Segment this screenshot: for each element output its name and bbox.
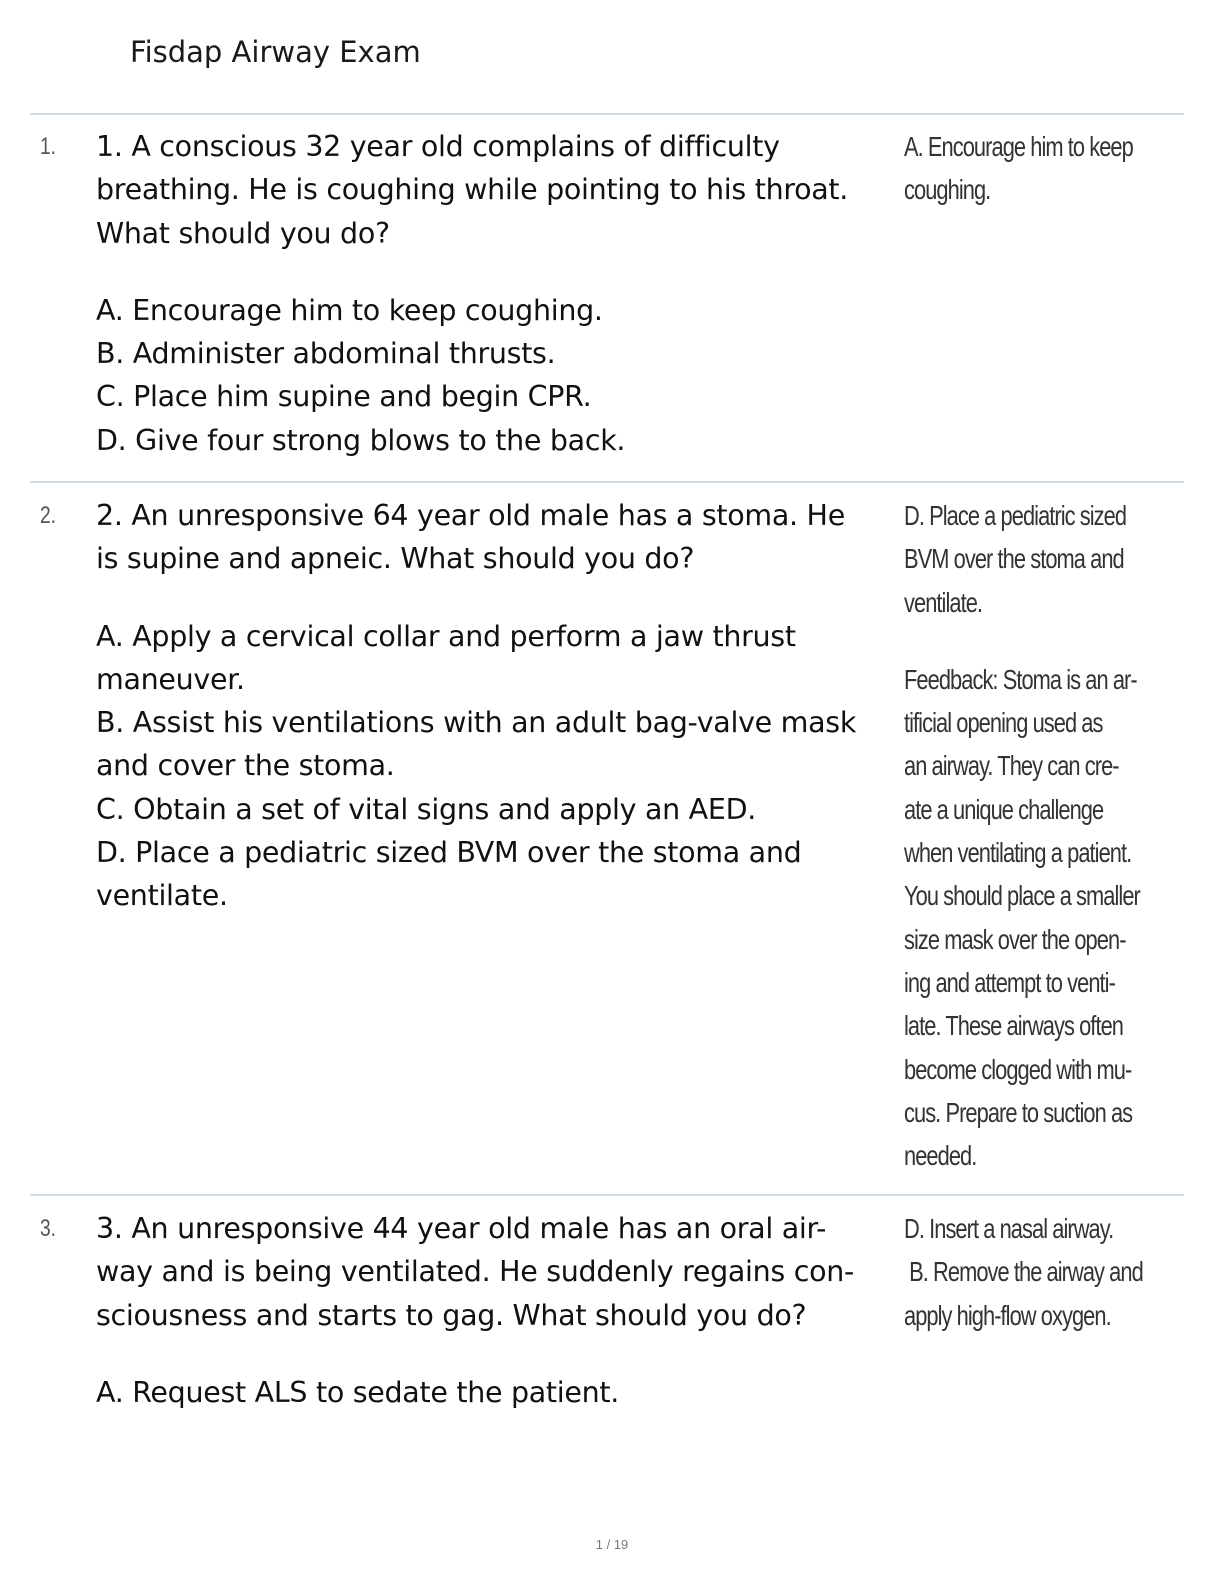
page-number: 1 / 19 <box>595 1537 629 1552</box>
feedback-line: ing and attempt to venti- <box>904 966 1115 998</box>
feedback-line: ate a unique challenge <box>904 793 1104 825</box>
answer-line: B. Remove the airway and <box>904 1256 1143 1288</box>
option: C. Obtain a set of vital signs and apply an AED. <box>96 792 756 826</box>
option: A. Request ALS to sedate the patient. <box>96 1375 620 1409</box>
feedback-line: an airway. They can cre- <box>904 750 1119 782</box>
question-stem-line: breathing. He is coughing while pointing to his throat. <box>96 173 849 207</box>
feedback-line: when ventilating a patient. <box>904 837 1132 869</box>
answer-line: D. Place a pediatric sized <box>904 500 1127 531</box>
question-stem-line: 3. An unresponsive 44 year old male has an oral air- <box>96 1212 827 1245</box>
answer-block <box>904 125 1169 212</box>
feedback-line: become clogged with mu- <box>904 1053 1132 1085</box>
question-stem-line: 1. A conscious 32 year old complains of difficulty <box>96 130 780 163</box>
option: and cover the stoma. <box>96 749 395 783</box>
divider <box>30 481 1184 483</box>
options-list <box>96 615 896 918</box>
option: D. Give four strong blows to the back. <box>96 423 626 457</box>
option: maneuver. <box>96 662 245 696</box>
answer-line: coughing. <box>904 174 991 206</box>
feedback-line: You should place a smaller <box>904 880 1140 912</box>
question-block <box>96 1207 896 1414</box>
question-stem-line: way and is being ventilated. He suddenly regains con- <box>96 1255 854 1289</box>
question-stem <box>96 494 896 581</box>
feedback-line: tificial opening used as <box>904 707 1103 739</box>
answer-block <box>904 1207 1169 1337</box>
question-stem-line: 2. An unresponsive 64 year old male has a stoma. He <box>96 499 845 532</box>
question-stem-line: What should you do? <box>96 216 390 250</box>
answer-line: apply high-flow oxygen. <box>904 1299 1111 1331</box>
options-list <box>96 289 896 462</box>
question-block <box>96 125 896 462</box>
answer-line: A. Encourage him to keep <box>904 131 1133 162</box>
divider <box>30 1194 1184 1196</box>
feedback-line: late. These airways often <box>904 1010 1123 1042</box>
answer-line: ventilate. <box>904 586 983 618</box>
question-stem <box>96 1207 896 1337</box>
divider <box>30 113 1184 115</box>
question-number: 2. <box>40 502 57 529</box>
answer-line: D. Insert a nasal airway. <box>904 1213 1114 1244</box>
question-stem <box>96 125 896 255</box>
answer-block <box>904 494 1169 1177</box>
option: D. Place a pediatric sized BVM over the stoma and <box>96 836 802 870</box>
feedback-line: size mask over the open- <box>904 923 1126 955</box>
question-number: 1. <box>40 133 57 160</box>
answer-line: BVM over the stoma and <box>904 543 1124 575</box>
question-stem-line: is supine and apneic. What should you do? <box>96 542 695 576</box>
feedback-line: needed. <box>904 1140 977 1172</box>
option: B. Assist his ventilations with an adult bag-valve mask <box>96 706 857 740</box>
question-number: 3. <box>40 1215 57 1242</box>
feedback-line: cus. Prepare to suction as <box>904 1096 1133 1128</box>
option: C. Place him supine and begin CPR. <box>96 380 592 414</box>
feedback <box>904 658 1169 1178</box>
feedback-line: Feedback: Stoma is an ar- <box>904 663 1137 695</box>
question-stem-line: sciousness and starts to gag. What should you do? <box>96 1298 807 1332</box>
document-title: Fisdap Airway Exam <box>130 35 421 69</box>
option: A. Apply a cervical collar and perform a jaw thrust <box>96 619 796 653</box>
options-list <box>96 1371 896 1414</box>
option: B. Administer abdominal thrusts. <box>96 337 556 371</box>
option: ventilate. <box>96 879 228 913</box>
question-block <box>96 494 896 918</box>
option: A. Encourage him to keep coughing. <box>96 293 603 327</box>
